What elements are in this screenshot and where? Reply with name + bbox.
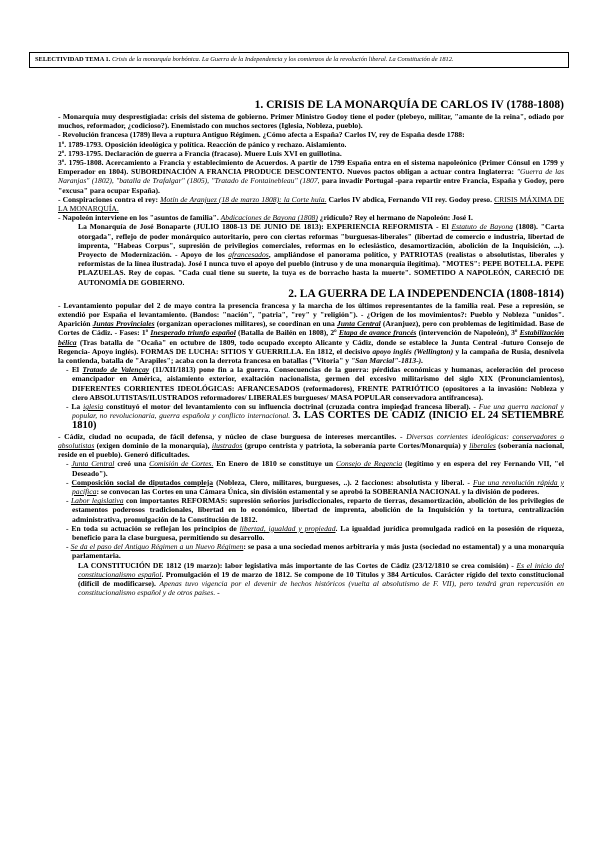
s3-p2-g: (legítimo y en espera del rey Fernando VII, "el Deseado"). [72,459,564,478]
page-header [29,52,569,68]
s2-p1-san-marcial: "San Marcial"-1813-). [350,356,424,366]
s3-p2-a: - [66,459,69,469]
s1-paragraph-8 [58,222,564,286]
s3-p4-a: - [66,496,69,506]
s1-p8-title: La Monarquía de José Bonaparte (JULIO 1808-13 DE JUNIO DE 1813): EXPERIENCIA REFORMISTA [78,222,434,232]
s2-paragraph-3 [58,402,564,430]
s3-p7-a: LA CONSTITUCIÓN DE 1812 (19 marzo): labor legislativa más importante de las Cortes de Cádiz (23/12/1810 se crea comisión) - [78,560,514,570]
s1-p6-motin: Motín de Aranjuez (18 de marzo 1808): la Corte huía. [160,194,327,204]
s2-p1-junta-central: Junta Central [336,319,381,329]
s3-p4-c: con importantes REFORMAS: supresión señoríos jurisdiccionales, reparto de tierras, desamortización, abolición de los privilegios de estamentos poderosos tradicionales, libertad en lo económico, libertad de imprenta, abolición de la Inquisición y la tortura, centralización administrativa, promulgación de la Constitución de 1812. [72,496,564,524]
s1-p7-end: ¿ridículo? Rey el hermano de Napoleón: José I. [319,213,473,223]
s2-p3-a: - La [66,402,81,412]
s3-p6-c: : se pasa a una sociedad menos arbitraria y más justa (sociedad no estamental) y a una monarquía parlamentaria. [72,542,565,561]
s1-p7-text: - Napoleón interviene en los "asuntos de familia". [58,213,219,223]
s1-p8-body: (1808). "Carta otorgada", reflejo de poder monárquico autoritario, pero con ciertas reformas "burguesas-liberales" (libertad de comercio e industria, libertad de imprenta, "Habeas Corpus", supresión de privilegios comerciales, reformas en lo eclesiástico, desamortización, abolición de la Inquisición, ...). Proyecto de Modernización. - Apoyo de los [78,222,564,260]
s2-p1-c: (organizan operaciones militares), se coordinan en una [156,319,335,329]
s1-p5-text: 3º. 1795-1808. Acercamiento a Francia y establecimiento de Acuerdos. A partir de 1799 España entra en el sistema napoleónico (Primer Cónsul en 1799 y Emperador en 1804). SUBORDINACIÓN A FRANCIA PRODUCE DESCONTENTO. Nuevos pactos obligan a actuar contra Inglaterra: [58,158,564,177]
s3-p5-a: - En toda su actuación se reflejan los principios de [66,523,237,533]
s2-p2-valencay: Tratado de Valençay [82,365,150,375]
s1-paragraph-4: 2º. 1793-1795. Declaración de guerra a Francia (fracaso). Muere Luis XVI en guillotina. [58,148,342,158]
s3-paragraph-4 [58,496,564,524]
s3-p2-c: creó una [117,459,147,469]
s1-paragraph-7 [58,213,564,222]
s1-paragraph-2: - Revolución francesa (1789) lleva a ruptura Antiguo Régimen. ¿Cómo afecta a España? Carlos IV, rey de España desde 1788: [58,130,465,140]
s1-p6-crisis: CRISIS MÁXIMA DE LA MONARQUÍA. [58,194,565,214]
s1-paragraph-6 [58,195,564,213]
s1-p6-text: - Conspiraciones contra el rey: [58,194,159,204]
s3-paragraph-7 [58,561,564,598]
s1-p8-afrancesados: afrancesados [228,250,269,260]
s3-p7-inicio: Es el inicio del constitucionalismo español [78,560,564,579]
s3-p7-c: . Promulgación el 19 de marzo de 1812. Se compone de 10 Títulos y 384 Artículos. Carácter rígido del texto constitucional (difícil de modificarse). [78,569,564,588]
s2-p1-e: (Aranjuez), pero con problemas de legitimidad. Base de Cortes de Cádiz. - Fases: 1º [58,319,564,338]
document-body [58,98,564,597]
s2-p1-wellington: apoyo inglés (Wellington) [372,346,454,356]
s2-p3-c: constituyó el motor del levantamiento con su influencia doctrinal (cruzada contra impiedad francesa liberal). - [106,402,476,412]
s1-p8-estatuto: Estatuto de Bayona [451,222,513,232]
s1-p6-abdica: Carlos IV abdica, Fernando VII rey. Godoy preso. [328,194,492,204]
header-label: SELECTIVIDAD TEMA 1. [35,56,111,63]
s3-p1-ilustrados: ilustrados [211,440,243,450]
s1-p8-rest: , ampliándose el panorama político, y PATRIOTAS (realistas o absolutistas, liberales y reformistas de la línea ilustrada). José I nunca tuvo el apoyo del pueblo (intruso y de una monarquía ilegítima). "MOTES": PEPE BOTELLA. PEPE PLAZUELAS. Rey de copas. "Cada cual tiene su suerte, la tuya es de borracho hasta la muerte". SOMETIDO A NAPOLEÓN, CARECIÓ DE AUTONOMÍA DE GOBIERNO. [78,250,565,287]
s2-p1-g: (Batalla de Bailén en 1808), 2º [238,328,337,338]
section-3-heading: 3. LAS CORTES DE CÁDIZ (INICIO EL 24 SETIEMBRE 1810) [72,410,564,431]
s2-paragraph-2 [58,365,564,402]
s3-p6-a: - [66,542,69,552]
s3-p7-vigencia: Apenas tuvo vigencia por el devenir de hechos históricos (vuelta al absolutismo de F. VII), pero tendrá gran repercusión en constitucionalismo español y de otros países. [78,578,564,598]
s3-p2-e: En Enero de 1810 se constituye un [216,459,334,469]
s1-p5-end: para invadir Portugal -para repartir entre Francia, España y Godoy, pero "excusa" para ocupar España). [58,176,564,195]
s2-p1-fase1: Inesperado triunfo español [150,328,236,338]
s2-p3-iglesia: iglesia [83,402,104,412]
s3-paragraph-6 [58,542,564,560]
s3-paragraph-5 [58,524,564,542]
s1-p7-bayona: Abdicaciones de Bayona (1808) [220,213,318,223]
s2-p1-a: - Levantamiento popular del 2 de mayo contra la presencia francesa y la marcha de los últimos representantes de la familia real. Pese a represión, se extendió por España el levantamiento. (Bandos: "nación", "patria", "rey" y "religión"). - ¿Origen de los movimientos?: Pueblo y Nobleza "unidos". Aparición [58,300,564,329]
s3-paragraph-2 [58,459,564,477]
header-text: Crisis de la monarquía borbónica. La Guerra de la Independencia y los comienzos de la revolución liberal. La Constitución de 1812. [111,56,454,63]
s3-p2-comision: Comisión de Cortes. [149,459,214,469]
s3-p1-d: (exigen dominio de la monarquía), [96,440,210,450]
s3-p3-a: - [66,477,69,487]
s3-p4-labor: Labor legislativa [70,496,124,506]
s3-p3-e: : se convocan las Cortes en una Cámara Única, sin división estamental y se aprobó la SOBERANÍA NACIONAL y la división de poderes. [96,486,540,496]
s1-paragraph-3: 1º. 1789-1793. Oposición ideológica y política. Reacción de pánico y rechazo. Aislamiento. [58,139,347,149]
s3-p1-h: (soberanía nacional, reside en el pueblo). Generó dificultades. [58,440,564,460]
s3-p1-f: (grupo centrista y patriota, la soberanía parte Cortes/Monarquía) y [244,440,467,450]
s3-p5-principios: libertad, igualdad y propiedad [239,523,336,533]
s3-p7-e: - [217,588,220,598]
s1-p5-treaties: "Guerra de las Naranjas" (1802), "batalla de Trafalgar" (1805), "Tratado de Fontainebleau" (1807, [58,167,565,186]
s2-p1-k: (Tras batalla de "Ocaña" en octubre de 1809, todo ocupado excepto Alicante y Cádiz, donde se establece la Junta Central -futuro Consejo de Regencia- Apoyo inglés). FORMAS DE LUCHA: SITIOS Y GUERRILLA. En 1812, el decisivo [58,337,564,356]
s2-p3-d: Fue una guerra nacional y popular, no revolucionaria, guerra española y conflicto internacional. [72,402,564,421]
s2-p1-fase2: Etapa de avance francés [338,328,417,338]
s1-paragraph-1: - Monarquía muy desprestigiada: crisis del sistema de gobierno. Primer Ministro Godoy tiene el poder (plebeyo, militar, "amante de la reina", odiado por muchos, reformador, ¿codicioso?). Enemistado con muchos sectores (Iglesia, Nobleza, pueblo). [58,112,564,131]
s3-p1-a: - Cádiz, ciudad no ocupada, de fácil defensa, y núcleo de clase burguesa de intereses mercantiles. - [58,431,403,441]
s3-p1-conservadores: conservadores o absolutistas [58,431,565,450]
s2-p1-i: (intervención de Napoleón), 3º [418,328,518,338]
s3-paragraph-3 [58,478,564,496]
section-2-heading: 2. LA GUERRA DE LA INDEPENDENCIA (1808-1814) [288,287,564,300]
s2-paragraph-1 [58,301,564,365]
s3-p2-consejo: Consejo de Regencia [336,459,403,469]
s2-p1-fase3: Estabilización bélica [58,328,564,347]
s3-p1-b: Diversas corrientes ideológicas: [406,431,509,441]
section-1-heading: 1. CRISIS DE LA MONARQUÍA DE CARLOS IV (1788-1808) [254,99,564,111]
s1-paragraph-5 [58,158,564,195]
s1-p8-el: - El [436,222,449,232]
s3-p5-c: . La igualdad jurídica promulgada radicó en la posesión de riqueza, beneficio para la clase burguesa, permitiendo su desarrollo. [72,523,564,542]
s3-p6-paso: Se da el paso del Antiguo Régimen a un Nuevo Régimen [70,542,244,552]
s2-p2-c: (11/XII/1813) pone fin a la guerra. Consecuencias de la guerra: pérdidas económicas y humanas, aceleración del proceso emancipador en América, aislamiento exterior, exaltación nacionalista, germen del excesivo militarismo del siglo XIX (Pronunciamientos), DIFERENTES CORRIENTES IDEOLÓGICAS: AFRANCESADOS (reformadores), FRENTE PATRIÓTICO (opositores a la invasión: Nobleza y clero ABSOLUTISTAS/ILUSTRADOS reformadores/ LIBERALES burgueses/ MASA POPULAR conservadora antifrancesa). [72,365,564,402]
s2-p1-m: y la campaña de Rusia, desnivela la contienda, batalla de "Arapiles"; acaba con la derrota francesa en batallas ("Vitoria" y [58,346,565,366]
s3-p2-junta: Junta Central [71,459,115,469]
s3-p3-composicion: Composición social de diputados compleja [71,477,214,487]
s3-p3-revolucion: Fue una revolución rápida y pacífica [72,477,564,496]
s2-p2-a: - El [66,365,80,375]
s2-p1-juntas: Juntas Provinciales [92,319,155,329]
s3-p1-liberales: liberales [469,440,496,450]
s3-p3-c: (Nobleza, Clero, militares, burgueses, ..). 2 facciones: absolutista y liberal. - [216,477,470,487]
s3-paragraph-1 [58,432,564,460]
